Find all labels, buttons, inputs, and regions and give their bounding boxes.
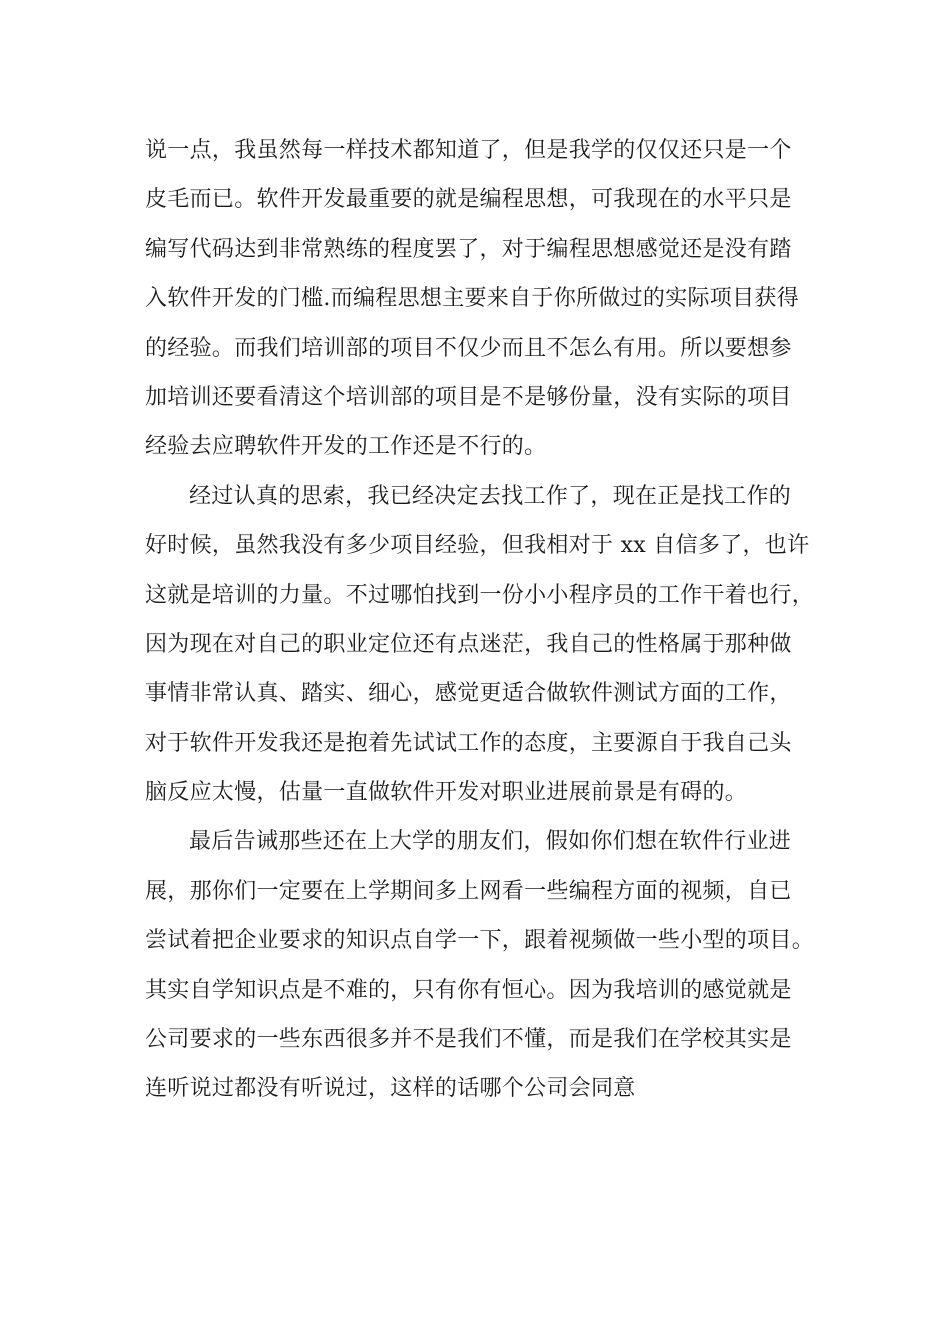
text-line: 其实自学知识点是不难的，只有你有恒心。因为我培训的感觉就是: [145, 977, 792, 1003]
paragraph-1: [145, 126, 815, 472]
text-line: 皮毛而已。软件开发最重要的就是编程思想，可我现在的水平只是: [145, 187, 792, 213]
text-line: 入软件开发的门槛.而编程思想主要来自于你所做过的实际项目获得: [145, 286, 799, 312]
text-line: 好时候，虽然我没有多少项目经验，但我相对于 xx 自信多了，也许: [145, 533, 810, 559]
document-body: [145, 126, 815, 1114]
text-line: 对于软件开发我还是抱着先试试工作的态度，主要源自于我自己头: [145, 730, 792, 756]
text-line: 展，那你们一定要在上学期间多上网看一些编程方面的视频，自已: [145, 878, 792, 904]
text-line: 尝试着把企业要求的知识点自学一下，跟着视频做一些小型的项目。: [145, 928, 815, 954]
text-line: 最后告诫那些还在上大学的朋友们，假如你们想在软件行业进: [189, 829, 792, 855]
text-line: 脑反应太慢，估量一直做软件开发对职业进展前景是有碍的。: [145, 780, 748, 806]
text-line: 公司要求的一些东西很多并不是我们不懂，而是我们在学校其实是: [145, 1027, 792, 1053]
text-line: 的经验。而我们培训部的项目不仅少而且不怎么有用。所以要想参: [145, 335, 792, 361]
paragraph-2: [145, 472, 815, 818]
text-line: 编写代码达到非常熟练的程度罢了，对于编程思想感觉还是没有踏: [145, 236, 792, 262]
text-line: 经验去应聘软件开发的工作还是不行的。: [145, 434, 547, 460]
text-line: 这就是培训的力量。不过哪怕找到一份小小程序员的工作干着也行，: [145, 582, 815, 608]
text-line: 经过认真的思索，我已经决定去找工作了，现在正是找工作的: [189, 483, 792, 509]
text-line: 事情非常认真、踏实、细心，感觉更适合做软件测试方面的工作，: [145, 681, 792, 707]
text-line: 因为现在对自己的职业定位还有点迷茫，我自己的性格属于那种做: [145, 631, 792, 657]
text-line: 加培训还要看清这个培训部的项目是不是够份量，没有实际的项目: [145, 384, 792, 410]
text-line: 说一点，我虽然每一样技术都知道了，但是我学的仅仅还只是一个: [145, 138, 792, 163]
text-line: 连听说过都没有听说过，这样的话哪个公司会同意: [145, 1076, 636, 1102]
paragraph-3: [145, 817, 815, 1113]
